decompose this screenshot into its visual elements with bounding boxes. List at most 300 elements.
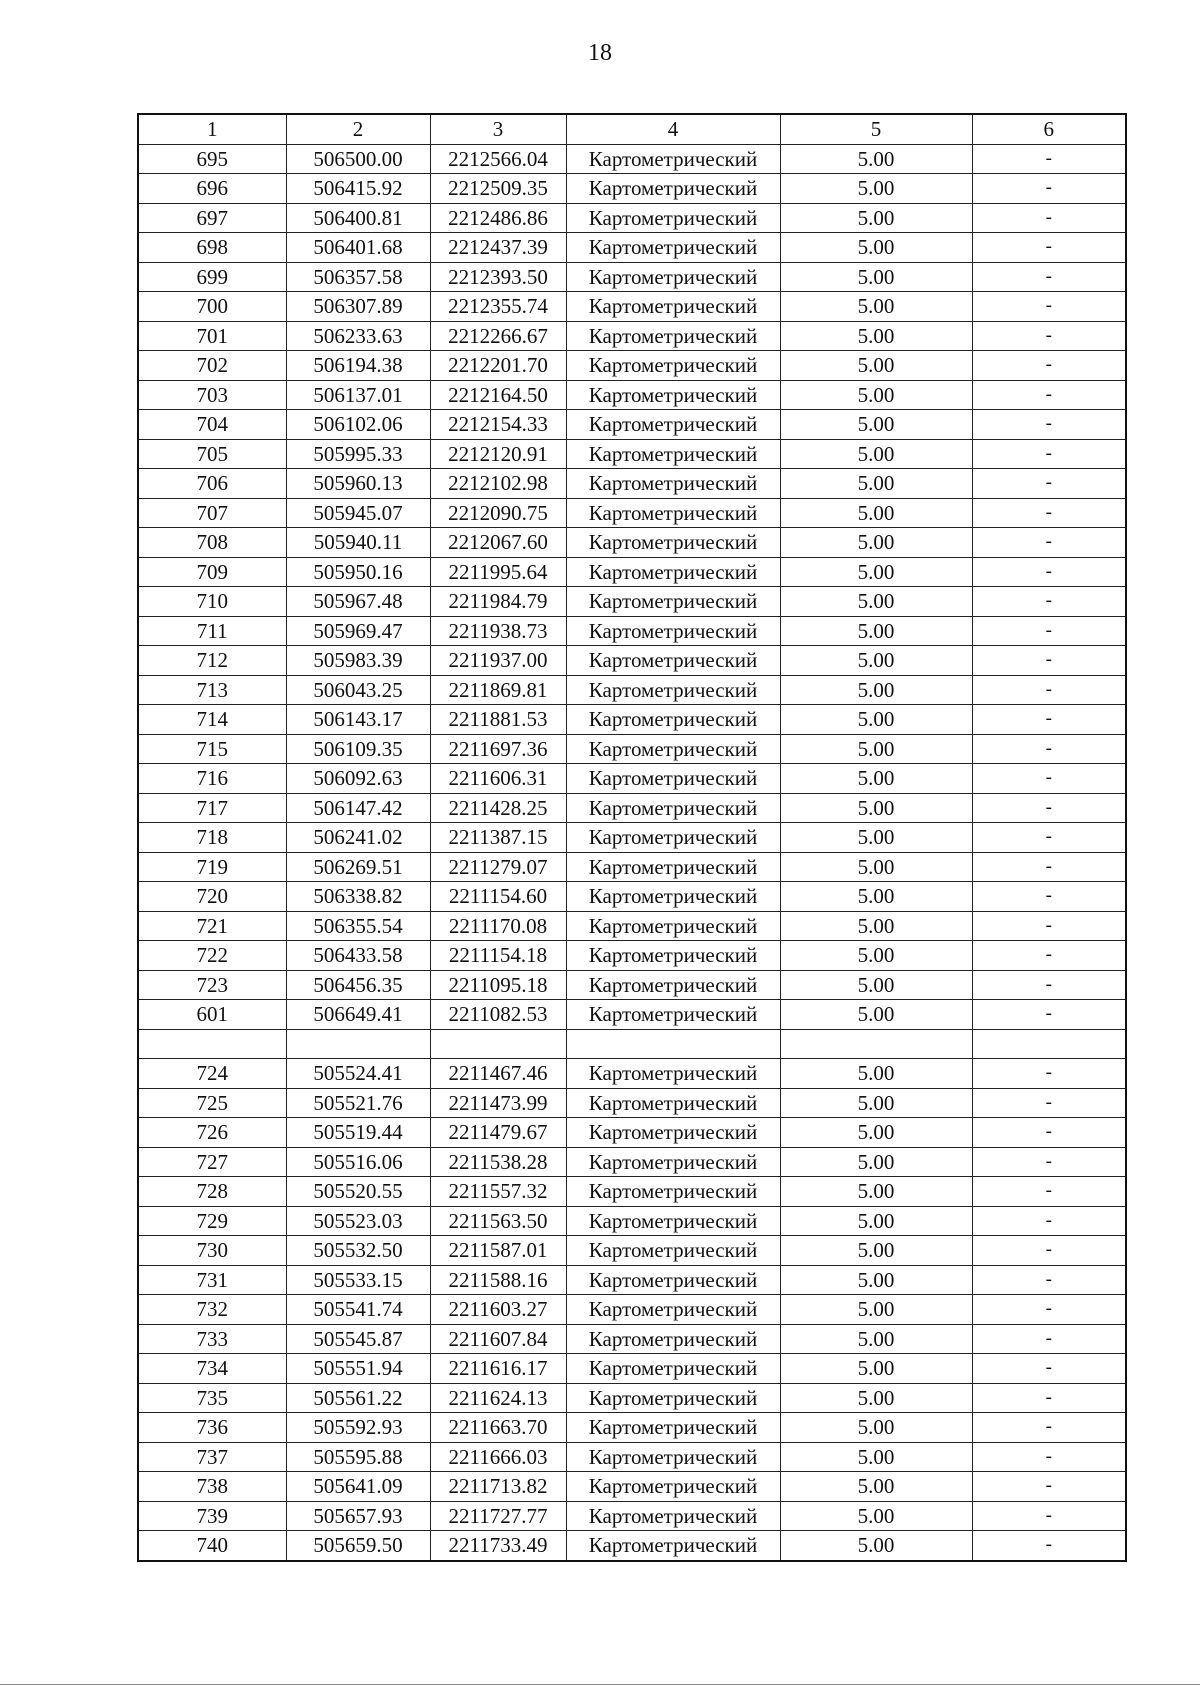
accuracy-cell: 5.00 [780,1177,972,1207]
table-row [138,528,1126,558]
point-number-cell: 711 [138,616,286,646]
y-coordinate-cell: 2211082.53 [430,1000,566,1030]
method-cell: Картометрический [566,1354,780,1384]
y-coordinate-cell: 2211467.46 [430,1059,566,1089]
point-number-cell: 737 [138,1442,286,1472]
point-number-cell: 708 [138,528,286,558]
x-coordinate-cell [286,1029,430,1059]
note-cell: - [972,734,1126,764]
x-coordinate-cell: 505551.94 [286,1354,430,1384]
x-coordinate-cell: 505995.33 [286,439,430,469]
point-number-cell: 709 [138,557,286,587]
y-coordinate-cell: 2211479.67 [430,1118,566,1148]
x-coordinate-cell: 506357.58 [286,262,430,292]
accuracy-cell: 5.00 [780,203,972,233]
point-number-cell: 701 [138,321,286,351]
accuracy-cell: 5.00 [780,1295,972,1325]
accuracy-cell: 5.00 [780,1236,972,1266]
x-coordinate-cell: 505659.50 [286,1531,430,1561]
accuracy-cell: 5.00 [780,675,972,705]
method-cell: Картометрический [566,1147,780,1177]
accuracy-cell: 5.00 [780,1059,972,1089]
point-number-cell: 696 [138,174,286,204]
accuracy-cell: 5.00 [780,469,972,499]
table-row [138,351,1126,381]
x-coordinate-cell: 505592.93 [286,1413,430,1443]
note-cell: - [972,852,1126,882]
x-coordinate-cell: 505967.48 [286,587,430,617]
x-coordinate-cell: 506102.06 [286,410,430,440]
note-cell: - [972,1472,1126,1502]
accuracy-cell: 5.00 [780,616,972,646]
method-cell: Картометрический [566,439,780,469]
y-coordinate-cell: 2212355.74 [430,292,566,322]
method-cell: Картометрический [566,1442,780,1472]
accuracy-cell: 5.00 [780,351,972,381]
point-number-cell: 739 [138,1501,286,1531]
note-cell: - [972,616,1126,646]
x-coordinate-cell: 506456.35 [286,970,430,1000]
point-number-cell: 725 [138,1088,286,1118]
note-cell: - [972,233,1126,263]
x-coordinate-cell: 505520.55 [286,1177,430,1207]
x-coordinate-cell: 505940.11 [286,528,430,558]
y-coordinate-cell: 2211663.70 [430,1413,566,1443]
y-coordinate-cell: 2211624.13 [430,1383,566,1413]
table-row [138,587,1126,617]
point-number-cell: 733 [138,1324,286,1354]
y-coordinate-cell: 2211587.01 [430,1236,566,1266]
column-header: 4 [566,114,780,144]
note-cell: - [972,1501,1126,1531]
method-cell: Картометрический [566,616,780,646]
table-row [138,970,1126,1000]
x-coordinate-cell: 506355.54 [286,911,430,941]
y-coordinate-cell: 2211984.79 [430,587,566,617]
method-cell: Картометрический [566,498,780,528]
accuracy-cell: 5.00 [780,557,972,587]
table-row [138,1472,1126,1502]
note-cell: - [972,1118,1126,1148]
point-number-cell: 717 [138,793,286,823]
column-header: 3 [430,114,566,144]
method-cell: Картометрический [566,587,780,617]
method-cell: Картометрический [566,1118,780,1148]
y-coordinate-cell: 2211733.49 [430,1531,566,1561]
table-row [138,911,1126,941]
point-number-cell: 695 [138,144,286,174]
accuracy-cell: 5.00 [780,144,972,174]
y-coordinate-cell: 2211473.99 [430,1088,566,1118]
note-cell: - [972,528,1126,558]
method-cell: Картометрический [566,882,780,912]
x-coordinate-cell: 505969.47 [286,616,430,646]
accuracy-cell: 5.00 [780,292,972,322]
table-row [138,1000,1126,1030]
method-cell: Картометрический [566,144,780,174]
method-cell [566,1029,780,1059]
method-cell: Картометрический [566,321,780,351]
x-coordinate-cell: 506401.68 [286,233,430,263]
table-row [138,616,1126,646]
accuracy-cell: 5.00 [780,1147,972,1177]
point-number-cell: 738 [138,1472,286,1502]
table-row [138,203,1126,233]
method-cell: Картометрический [566,1531,780,1561]
y-coordinate-cell: 2211588.16 [430,1265,566,1295]
y-coordinate-cell: 2211603.27 [430,1295,566,1325]
method-cell: Картометрический [566,351,780,381]
method-cell: Картометрический [566,557,780,587]
x-coordinate-cell: 505561.22 [286,1383,430,1413]
point-number-cell: 715 [138,734,286,764]
point-number-cell: 704 [138,410,286,440]
accuracy-cell: 5.00 [780,1354,972,1384]
x-coordinate-cell: 506233.63 [286,321,430,351]
point-number-cell: 730 [138,1236,286,1266]
point-number-cell: 706 [138,469,286,499]
note-cell: - [972,587,1126,617]
note-cell: - [972,262,1126,292]
accuracy-cell: 5.00 [780,1324,972,1354]
point-number-cell: 721 [138,911,286,941]
note-cell: - [972,1383,1126,1413]
note-cell: - [972,439,1126,469]
table-row [138,1413,1126,1443]
method-cell: Картометрический [566,1000,780,1030]
note-cell: - [972,351,1126,381]
table-row [138,1324,1126,1354]
accuracy-cell: 5.00 [780,823,972,853]
point-number-cell: 697 [138,203,286,233]
note-cell: - [972,144,1126,174]
accuracy-cell: 5.00 [780,734,972,764]
note-cell: - [972,1354,1126,1384]
point-number-cell: 705 [138,439,286,469]
y-coordinate-cell: 2211881.53 [430,705,566,735]
note-cell: - [972,1206,1126,1236]
method-cell: Картометрический [566,646,780,676]
accuracy-cell: 5.00 [780,970,972,1000]
accuracy-cell: 5.00 [780,1531,972,1561]
x-coordinate-cell: 506269.51 [286,852,430,882]
x-coordinate-cell: 506338.82 [286,882,430,912]
note-cell: - [972,292,1126,322]
table-row [138,1295,1126,1325]
note-cell: - [972,469,1126,499]
column-header: 6 [972,114,1126,144]
x-coordinate-cell: 505524.41 [286,1059,430,1089]
x-coordinate-cell: 506307.89 [286,292,430,322]
point-number-cell: 735 [138,1383,286,1413]
method-cell: Картометрический [566,970,780,1000]
accuracy-cell: 5.00 [780,410,972,440]
method-cell: Картометрический [566,1295,780,1325]
table-row [138,1088,1126,1118]
note-cell: - [972,793,1126,823]
point-number-cell: 710 [138,587,286,617]
method-cell: Картометрический [566,528,780,558]
point-number-cell: 726 [138,1118,286,1148]
table-row [138,439,1126,469]
method-cell: Картометрический [566,1059,780,1089]
y-coordinate-cell: 2211607.84 [430,1324,566,1354]
y-coordinate-cell: 2211387.15 [430,823,566,853]
note-cell: - [972,203,1126,233]
note-cell: - [972,941,1126,971]
accuracy-cell: 5.00 [780,1383,972,1413]
note-cell: - [972,410,1126,440]
table-row [138,557,1126,587]
y-coordinate-cell: 2211938.73 [430,616,566,646]
point-number-cell: 736 [138,1413,286,1443]
y-coordinate-cell: 2211154.60 [430,882,566,912]
note-cell: - [972,1265,1126,1295]
table-row [138,174,1126,204]
note-cell: - [972,1442,1126,1472]
table-row [138,793,1126,823]
table-row [138,882,1126,912]
point-number-cell: 703 [138,380,286,410]
y-coordinate-cell: 2212090.75 [430,498,566,528]
table-row [138,646,1126,676]
accuracy-cell: 5.00 [780,498,972,528]
point-number-cell: 723 [138,970,286,1000]
point-number-cell: 740 [138,1531,286,1561]
y-coordinate-cell: 2211869.81 [430,675,566,705]
y-coordinate-cell: 2211154.18 [430,941,566,971]
y-coordinate-cell: 2212566.04 [430,144,566,174]
y-coordinate-cell: 2212120.91 [430,439,566,469]
table-row [138,1206,1126,1236]
method-cell: Картометрический [566,380,780,410]
note-cell: - [972,970,1126,1000]
method-cell: Картометрический [566,734,780,764]
note-cell: - [972,321,1126,351]
x-coordinate-cell: 505521.76 [286,1088,430,1118]
x-coordinate-cell: 506194.38 [286,351,430,381]
y-coordinate-cell: 2212437.39 [430,233,566,263]
table-row [138,233,1126,263]
x-coordinate-cell: 505945.07 [286,498,430,528]
page-bottom-rule [0,1684,1200,1685]
method-cell: Картометрический [566,233,780,263]
y-coordinate-cell: 2211095.18 [430,970,566,1000]
method-cell: Картометрический [566,1236,780,1266]
note-cell [972,1029,1126,1059]
method-cell: Картометрический [566,203,780,233]
x-coordinate-cell: 506415.92 [286,174,430,204]
column-header: 1 [138,114,286,144]
point-number-cell: 718 [138,823,286,853]
x-coordinate-cell: 506500.00 [286,144,430,174]
method-cell: Картометрический [566,705,780,735]
table-row [138,410,1126,440]
x-coordinate-cell: 505983.39 [286,646,430,676]
point-number-cell: 727 [138,1147,286,1177]
note-cell: - [972,823,1126,853]
table-row [138,144,1126,174]
y-coordinate-cell: 2211279.07 [430,852,566,882]
accuracy-cell: 5.00 [780,174,972,204]
table-row [138,1442,1126,1472]
y-coordinate-cell: 2212201.70 [430,351,566,381]
point-number-cell: 728 [138,1177,286,1207]
page-number: 18 [588,40,612,66]
x-coordinate-cell: 505541.74 [286,1295,430,1325]
note-cell: - [972,1324,1126,1354]
point-number-cell: 702 [138,351,286,381]
accuracy-cell: 5.00 [780,587,972,617]
point-number-cell: 601 [138,1000,286,1030]
point-number-cell: 707 [138,498,286,528]
point-number-cell [138,1029,286,1059]
point-number-cell: 724 [138,1059,286,1089]
y-coordinate-cell [430,1029,566,1059]
table-row [138,705,1126,735]
y-coordinate-cell: 2211937.00 [430,646,566,676]
note-cell: - [972,380,1126,410]
y-coordinate-cell: 2211606.31 [430,764,566,794]
point-number-cell: 734 [138,1354,286,1384]
y-coordinate-cell: 2212102.98 [430,469,566,499]
table-row [138,1177,1126,1207]
point-number-cell: 713 [138,675,286,705]
point-number-cell: 720 [138,882,286,912]
x-coordinate-cell: 505595.88 [286,1442,430,1472]
note-cell: - [972,1236,1126,1266]
x-coordinate-cell: 505950.16 [286,557,430,587]
x-coordinate-cell: 505545.87 [286,1324,430,1354]
x-coordinate-cell: 506147.42 [286,793,430,823]
x-coordinate-cell: 506109.35 [286,734,430,764]
x-coordinate-cell: 505657.93 [286,1501,430,1531]
x-coordinate-cell: 505533.15 [286,1265,430,1295]
table-row [138,1265,1126,1295]
table-row [138,823,1126,853]
table-row [138,1383,1126,1413]
note-cell: - [972,882,1126,912]
table-row [138,734,1126,764]
method-cell: Картометрический [566,1413,780,1443]
accuracy-cell: 5.00 [780,233,972,263]
table-row [138,1059,1126,1089]
y-coordinate-cell: 2212266.67 [430,321,566,351]
method-cell: Картометрический [566,262,780,292]
y-coordinate-cell: 2211666.03 [430,1442,566,1472]
table-row [138,1236,1126,1266]
accuracy-cell: 5.00 [780,528,972,558]
point-number-cell: 712 [138,646,286,676]
method-cell: Картометрический [566,1324,780,1354]
method-cell: Картометрический [566,852,780,882]
note-cell: - [972,1147,1126,1177]
point-number-cell: 731 [138,1265,286,1295]
x-coordinate-cell: 505523.03 [286,1206,430,1236]
y-coordinate-cell: 2212509.35 [430,174,566,204]
table-row [138,262,1126,292]
method-cell: Картометрический [566,1501,780,1531]
y-coordinate-cell: 2211697.36 [430,734,566,764]
y-coordinate-cell: 2211727.77 [430,1501,566,1531]
note-cell: - [972,646,1126,676]
note-cell: - [972,705,1126,735]
method-cell: Картометрический [566,793,780,823]
coordinates-table [137,113,1127,1562]
method-cell: Картометрический [566,292,780,322]
method-cell: Картометрический [566,675,780,705]
accuracy-cell: 5.00 [780,793,972,823]
method-cell: Картометрический [566,1177,780,1207]
table-row [138,1354,1126,1384]
table-row [138,1029,1126,1059]
method-cell: Картометрический [566,1472,780,1502]
method-cell: Картометрический [566,823,780,853]
method-cell: Картометрический [566,1206,780,1236]
y-coordinate-cell: 2211995.64 [430,557,566,587]
point-number-cell: 729 [138,1206,286,1236]
accuracy-cell: 5.00 [780,852,972,882]
method-cell: Картометрический [566,1265,780,1295]
accuracy-cell: 5.00 [780,646,972,676]
table-row [138,675,1126,705]
method-cell: Картометрический [566,469,780,499]
point-number-cell: 698 [138,233,286,263]
y-coordinate-cell: 2211616.17 [430,1354,566,1384]
method-cell: Картометрический [566,911,780,941]
point-number-cell: 700 [138,292,286,322]
method-cell: Картометрический [566,1383,780,1413]
y-coordinate-cell: 2211557.32 [430,1177,566,1207]
method-cell: Картометрический [566,764,780,794]
y-coordinate-cell: 2212393.50 [430,262,566,292]
accuracy-cell: 5.00 [780,911,972,941]
column-header: 2 [286,114,430,144]
table-body [138,144,1126,1561]
accuracy-cell: 5.00 [780,439,972,469]
accuracy-cell: 5.00 [780,882,972,912]
point-number-cell: 699 [138,262,286,292]
accuracy-cell: 5.00 [780,262,972,292]
note-cell: - [972,1295,1126,1325]
x-coordinate-cell: 506241.02 [286,823,430,853]
note-cell: - [972,1059,1126,1089]
table-row [138,498,1126,528]
accuracy-cell: 5.00 [780,1501,972,1531]
method-cell: Картометрический [566,174,780,204]
table-row [138,469,1126,499]
table-header-row [138,114,1126,144]
x-coordinate-cell: 506143.17 [286,705,430,735]
note-cell: - [972,911,1126,941]
note-cell: - [972,1531,1126,1561]
note-cell: - [972,1177,1126,1207]
table-row [138,1147,1126,1177]
y-coordinate-cell: 2211563.50 [430,1206,566,1236]
table-row [138,852,1126,882]
accuracy-cell: 5.00 [780,1265,972,1295]
table-row [138,1118,1126,1148]
table-row [138,380,1126,410]
note-cell: - [972,498,1126,528]
note-cell: - [972,1413,1126,1443]
note-cell: - [972,557,1126,587]
accuracy-cell: 5.00 [780,764,972,794]
method-cell: Картометрический [566,1088,780,1118]
table-row [138,941,1126,971]
table-row [138,292,1126,322]
accuracy-cell: 5.00 [780,1000,972,1030]
